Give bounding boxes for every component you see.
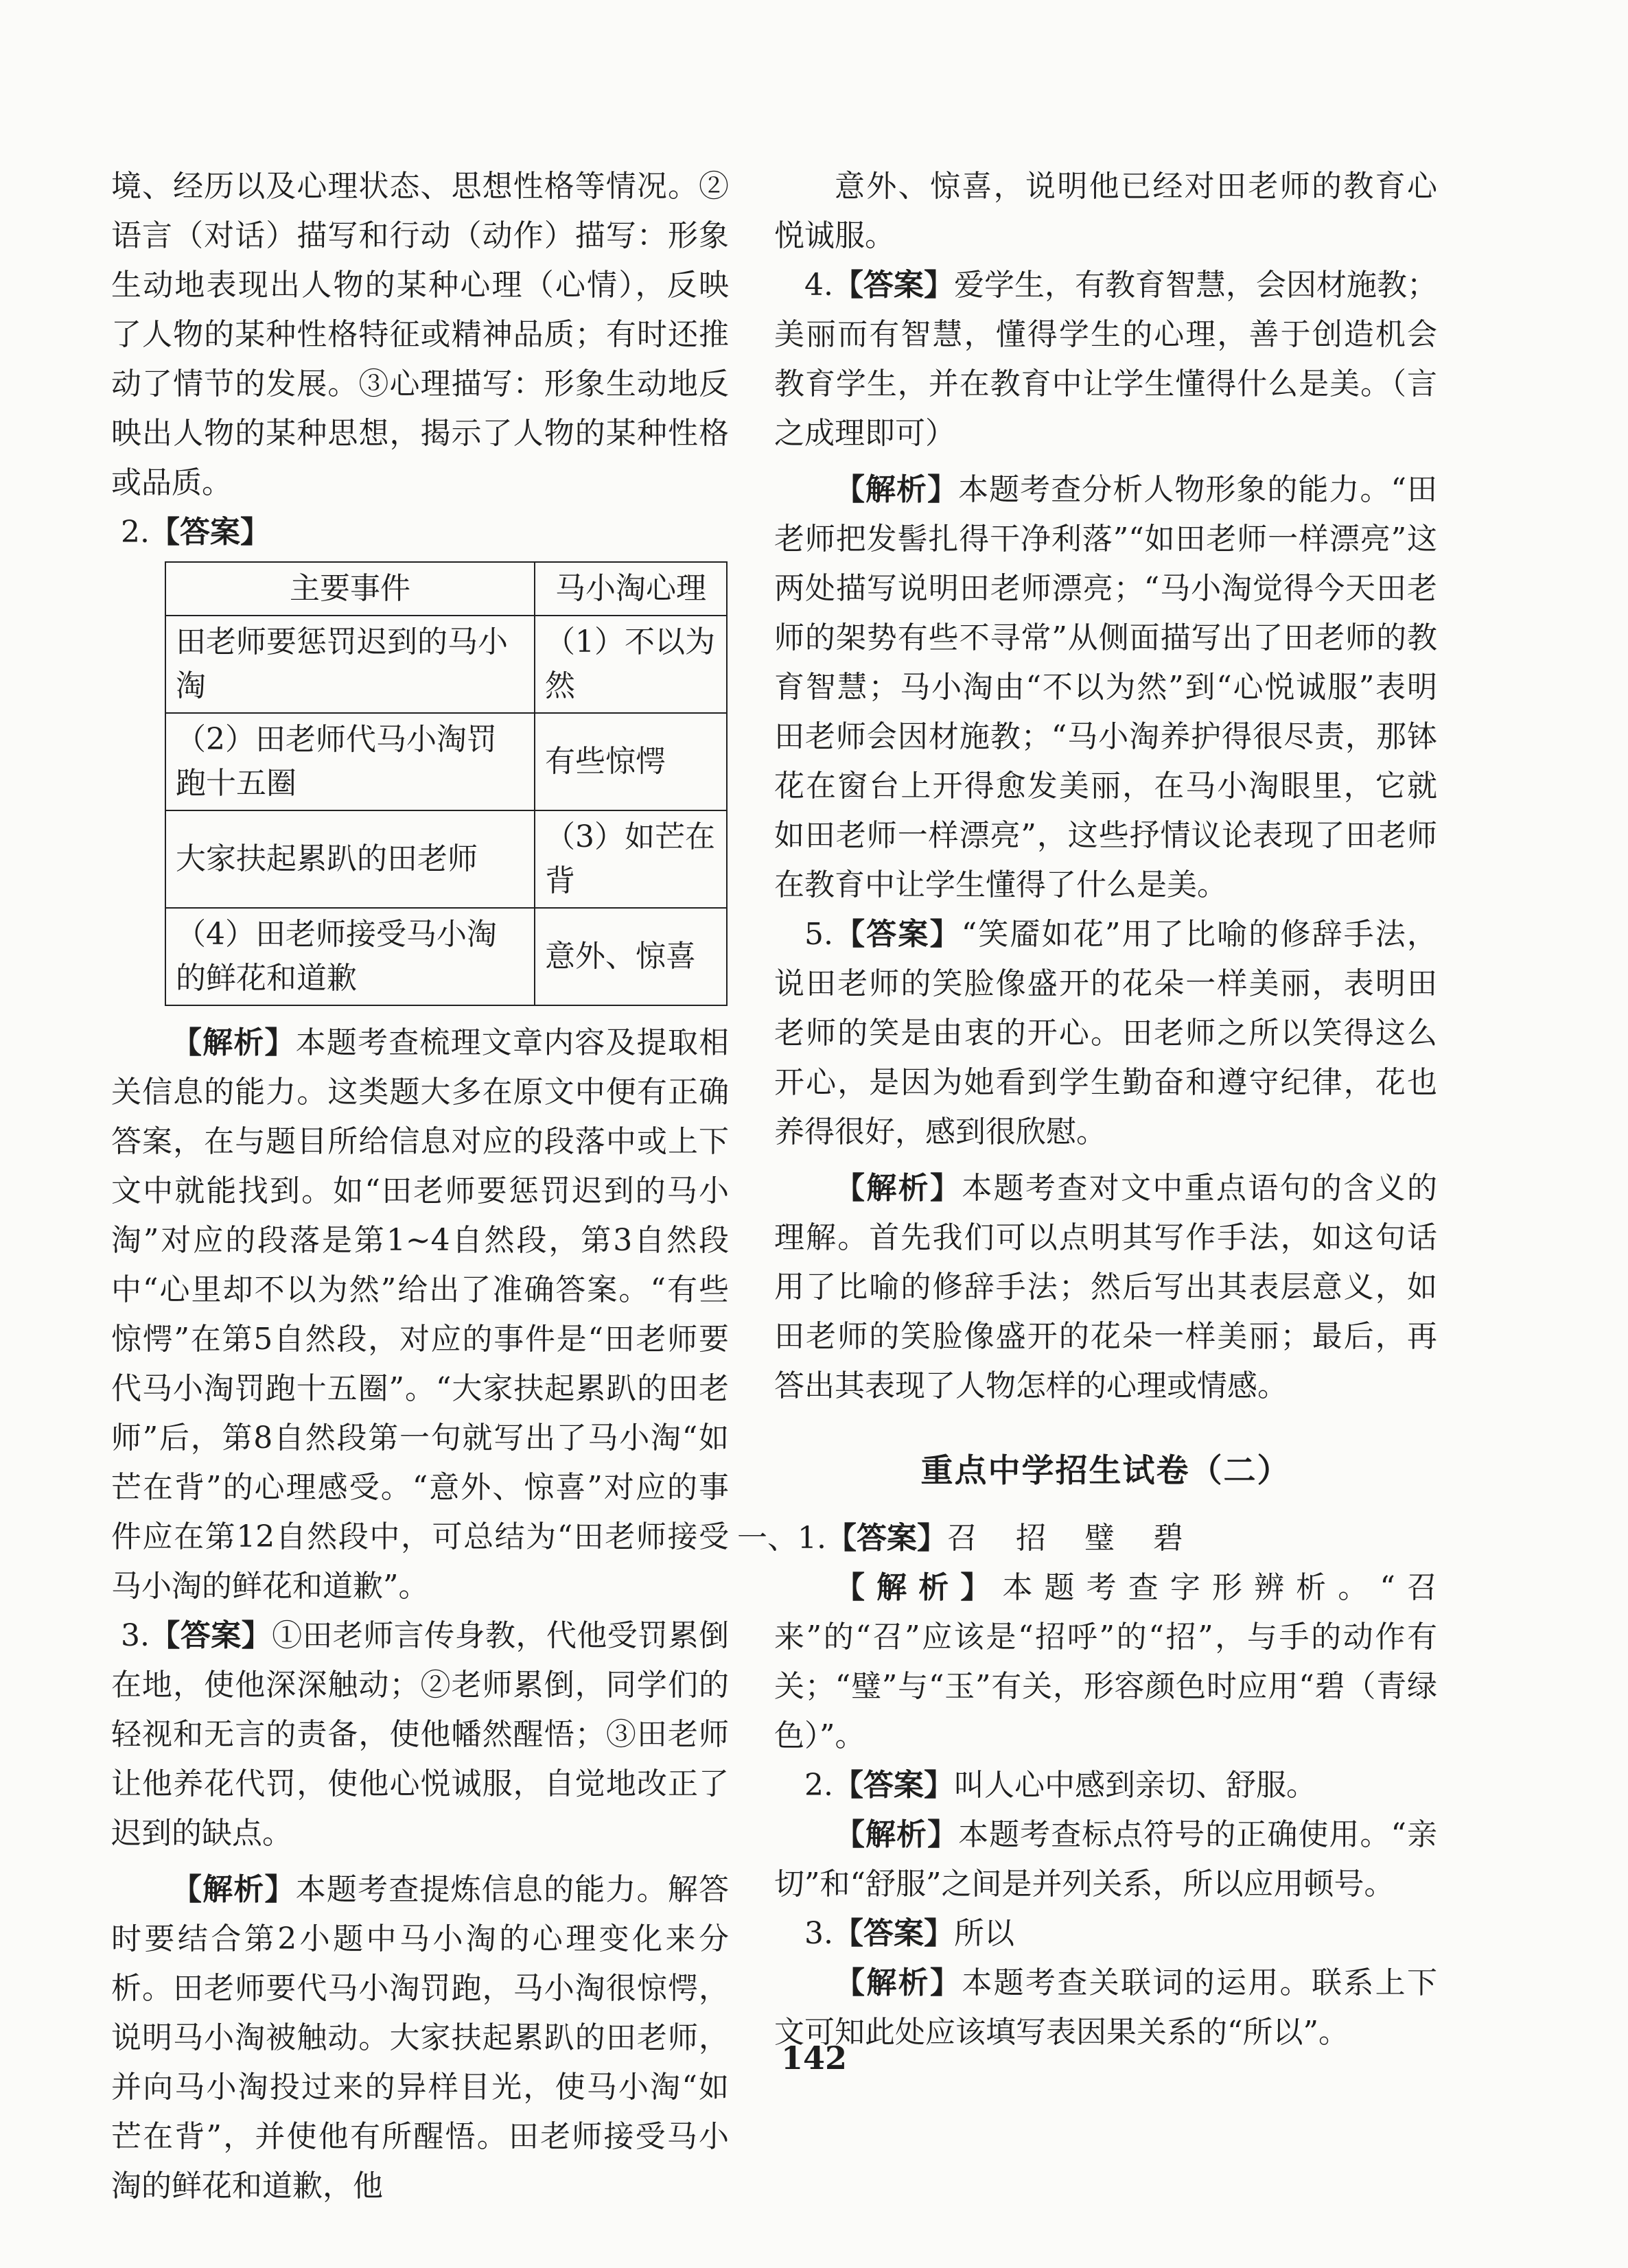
analysis-label: 【解析】 — [172, 1025, 296, 1060]
answer-text: 叫人心中感到亲切、舒服。 — [953, 1768, 1316, 1803]
table-cell-mood: （3）如芒在背 — [535, 810, 727, 908]
analysis-text: 本题考查关联词的运用。联系上下文可知此处应该填写表因果关系的“所以”。 — [774, 1965, 1438, 2050]
answer-text: “笑靥如花”用了比喻的修辞手法，说田老师的笑脸像盛开的花朵一样美丽，表明田老师的笑是由衷的开心。田老师之所以笑得这么开心，是因为她看到学生勤奋和遵守纪律，花也养得很好，感到很欣慰。 — [774, 917, 1437, 1149]
table-header-event: 主要事件 — [165, 562, 535, 616]
section-3-answer — [774, 1909, 1437, 1959]
question-number: 3. — [121, 1618, 150, 1653]
analysis-label: 【解析】 — [835, 1570, 1003, 1605]
answer-text: 召 招 璧 碧 — [946, 1521, 1187, 1556]
section-1-answer — [737, 1514, 1437, 1563]
analysis-text: 本题考查提炼信息的能力。解答时要结合第2小题中马小淘的心理变化来分析。田老师要代马小淘罚跑，马小淘很惊愕，说明马小淘被触动。大家扶起累趴的田老师，并向马小淘投过来的异样目光，使马小淘“如芒在背”，并使他有所醒悟。田老师接受马小淘的鲜花和道歉，他 — [111, 1872, 730, 2203]
answer-label: 【答案】 — [833, 268, 954, 303]
question-number: 一、1. — [737, 1521, 826, 1556]
question-number: 5. — [804, 917, 833, 952]
analysis-label: 【解析】 — [835, 1965, 962, 2000]
table-cell-mood: （1）不以为然 — [535, 616, 727, 713]
table-header-row — [165, 562, 727, 616]
table-cell-event: 田老师要惩罚迟到的马小淘 — [165, 616, 535, 713]
table-cell-event: （2）田老师代马小淘罚跑十五圈 — [165, 713, 535, 810]
answer-label: 【答案】 — [826, 1521, 947, 1556]
analysis-text: 本题考查梳理文章内容及提取相关信息的能力。这类题大多在原文中便有正确答案，在与题目所给信息对应的段落中或上下文中就能找到。如“田老师要惩罚迟到的马小淘”对应的段落是第1~4自然段，第3自然段中“心里却不以为然”给出了准确答案。“有些惊愕”在第5自然段，对应的事件是“田老师要代马小淘罚跑十五圈”。“大家扶起累趴的田老师”后，第8自然段第一句就写出了马小淘“如芒在背”的心理感受。“意外、惊喜”对应的事件应在第12自然段中，可总结为“田老师接受马小淘的鲜花和道歉”。 — [111, 1025, 730, 1604]
answer-text: 爱学生，有教育智慧，会因材施教；美丽而有智慧，懂得学生的心理，善于创造机会教育学生，并在教育中让学生懂得什么是美。（言之成理即可） — [774, 268, 1438, 451]
section-1-analysis — [774, 1563, 1437, 1761]
analysis-text: 本题考查字形辨析。“召来”的“召”应该是“招呼”的“招”，与手的动作有关；“璧”与“玉”有关，形容颜色时应用“碧（青绿色）”。 — [774, 1570, 1438, 1753]
paragraph-intro: 境、经历以及心理状态、思想性格等情况。②语言（对话）描写和行动（动作）描写：形象生动地表现出人物的某种心理（心情），反映了人物的某种性格特征或精神品质；有时还推动了情节的发展。③心理描写：形象生动地反映出人物的某种思想，揭示了人物的某种性格或品质。 — [111, 169, 729, 500]
table-row — [165, 616, 727, 713]
table-cell-event: （4）田老师接受马小淘的鲜花和道歉 — [165, 908, 535, 1005]
table-cell-mood: 意外、惊喜 — [535, 908, 727, 1005]
question-4-answer — [774, 261, 1437, 458]
section-title: 重点中学招生试卷（二） — [920, 1452, 1291, 1490]
question-number: 4. — [804, 268, 833, 303]
question-3-analysis — [111, 1865, 729, 2211]
section-2-analysis — [774, 1810, 1437, 1909]
question-number: 2. — [804, 1768, 833, 1803]
answer-label: 【答案】 — [149, 515, 270, 550]
table-row — [165, 713, 727, 810]
left-column — [111, 162, 729, 2211]
answer-label: 【答案】 — [833, 1768, 954, 1803]
analysis-label: 【解析】 — [835, 1817, 959, 1852]
answer-text: 所以 — [953, 1916, 1014, 1951]
section-2-answer — [774, 1761, 1437, 1810]
analysis-text: 本题考查对文中重点语句的含义的理解。首先我们可以点明其写作手法，如这句话用了比喻的修辞手法；然后写出其表层意义，如田老师的笑脸像盛开的花朵一样美丽；最后，再答出其表现了人物怎样的心理或情感。 — [774, 1171, 1438, 1403]
question-5-answer — [774, 910, 1437, 1157]
question-2-answer-heading — [121, 508, 729, 557]
analysis-text: 本题考查标点符号的正确使用。“亲切”和“舒服”之间是并列关系，所以应用顿号。 — [774, 1817, 1437, 1902]
question-5-analysis — [774, 1164, 1437, 1411]
question-2-analysis — [111, 1018, 729, 1611]
table-row — [165, 908, 727, 1005]
table-header-mood: 马小淘心理 — [535, 562, 727, 616]
table-cell-event: 大家扶起累趴的田老师 — [165, 810, 535, 908]
question-4-analysis — [774, 465, 1437, 910]
question-number: 2. — [121, 515, 150, 550]
analysis-text: 本题考查分析人物形象的能力。“田老师把发髻扎得干净利落”“如田老师一样漂亮”这两处描写说明田老师漂亮；“马小淘觉得今天田老师的架势有些不寻常”从侧面描写出了田老师的教育智慧；马小淘由“不以为然”到“心悦诚服”表明田老师会因材施教；“马小淘养护得很尽责，那钵花在窗台上开得愈发美丽，在马小淘眼里，它就如田老师一样漂亮”，这些抒情议论表现了田老师在教育中让学生懂得了什么是美。 — [774, 472, 1437, 902]
page-number: 142 — [780, 2039, 848, 2077]
question-3-answer — [111, 1611, 729, 1858]
answer-label: 【答案】 — [833, 1916, 954, 1951]
table-cell-mood: 有些惊愕 — [535, 713, 727, 810]
analysis-label: 【解析】 — [835, 1171, 962, 1206]
table-row — [165, 810, 727, 908]
answer-text: ①田老师言传身教，代他受罚累倒在地，使他深深触动；②老师累倒，同学们的轻视和无言的责备，使他幡然醒悟；③田老师让他养花代罚，使他心悦诚服，自觉地改正了迟到的缺点。 — [111, 1618, 729, 1851]
paragraph-continued: 意外、惊喜，说明他已经对田老师的教育心悦诚服。 — [774, 169, 1437, 253]
answer-label: 【答案】 — [833, 917, 962, 952]
analysis-label: 【解析】 — [835, 472, 959, 507]
question-number: 3. — [804, 1916, 833, 1951]
events-table — [165, 561, 728, 1006]
analysis-label: 【解析】 — [172, 1872, 296, 1907]
right-column — [737, 162, 1438, 2057]
answer-label: 【答案】 — [149, 1618, 272, 1653]
